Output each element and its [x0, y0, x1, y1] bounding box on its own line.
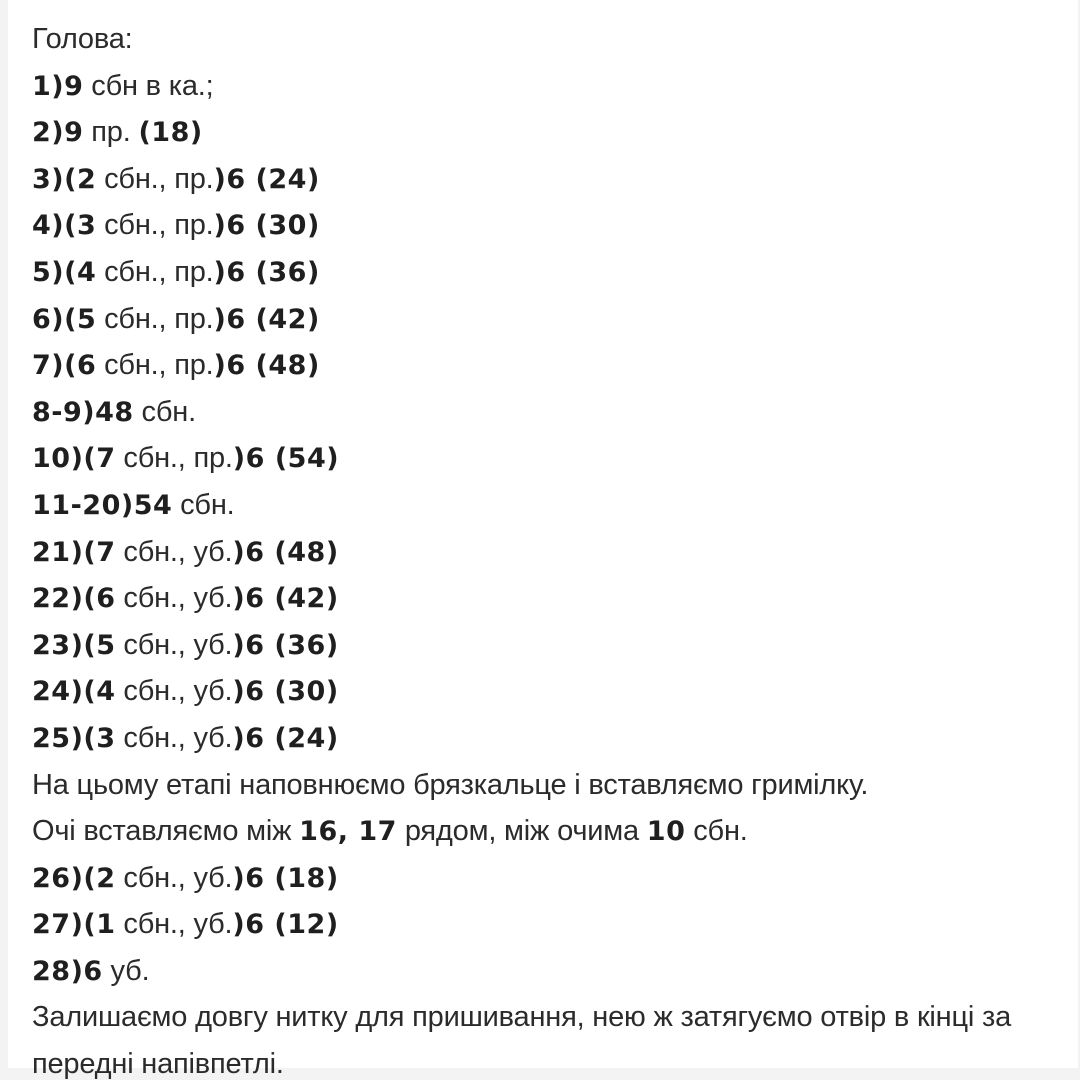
bold-segment: 28)6 [32, 955, 103, 987]
pattern-line [32, 575, 1062, 622]
text-segment: сбн. [133, 395, 196, 428]
text-segment: сбн., пр. [96, 302, 214, 335]
bold-segment: 2)9 [32, 117, 84, 149]
text-segment: сбн., уб. [115, 861, 233, 894]
text-segment: сбн., пр. [96, 255, 214, 288]
pattern-line [32, 715, 1062, 762]
pattern-card [8, 0, 1078, 1080]
pattern-line [32, 389, 1062, 436]
bold-segment: )6 (12) [232, 909, 339, 941]
pattern-line [32, 435, 1062, 482]
pattern-line [32, 808, 1062, 855]
pattern-line [32, 668, 1062, 715]
text-segment: На цьому етапі наповнюємо брязкальце і вставляємо гримілку. [32, 768, 869, 801]
pattern-line [32, 342, 1062, 389]
bold-segment: )6 (24) [213, 163, 320, 195]
text-segment: сбн., пр. [96, 162, 214, 195]
bold-segment: )6 (48) [232, 536, 339, 568]
bold-segment: 11-20)54 [32, 489, 173, 521]
bold-segment: 10)(7 [32, 443, 116, 475]
bold-segment: 26)(2 [32, 862, 116, 894]
bold-segment: )6 (42) [232, 583, 339, 615]
pattern-line [32, 296, 1062, 343]
bold-segment: 3)(2 [32, 163, 97, 195]
pattern-line [32, 855, 1062, 902]
text-segment: рядом, між очима [396, 815, 647, 848]
bold-segment: )6 (42) [213, 303, 320, 335]
bold-segment: 4)(3 [32, 210, 97, 242]
bold-segment: 10 [646, 816, 686, 848]
text-segment: Голова: [32, 23, 133, 55]
bold-segment: )6 (24) [232, 722, 339, 754]
text-segment: сбн., уб. [115, 675, 233, 708]
bold-segment: (18) [138, 117, 203, 149]
bold-segment: )6 (30) [232, 676, 339, 708]
pattern-line [32, 249, 1062, 296]
pattern-line [32, 156, 1062, 203]
pattern-line [32, 994, 1032, 1080]
pattern-line [32, 202, 1062, 249]
bold-segment: )6 (54) [232, 443, 340, 475]
text-segment: сбн., пр. [96, 349, 214, 382]
text-segment: сбн., уб. [115, 908, 233, 941]
text-segment: сбн в ка.; [83, 69, 214, 102]
pattern-line [32, 948, 1062, 995]
pattern-line [32, 63, 1062, 110]
bold-segment: )6 (18) [232, 862, 339, 894]
text-segment: сбн. [172, 488, 235, 521]
bold-segment: 23)(5 [32, 629, 116, 661]
bold-segment: 22)(6 [32, 583, 116, 615]
text-segment: сбн., уб. [115, 582, 233, 615]
pattern-line [32, 622, 1062, 669]
bold-segment: )6 (30) [213, 210, 320, 242]
text-segment: сбн., уб. [115, 628, 233, 661]
text-segment: сбн., пр. [96, 209, 214, 242]
text-segment: пр. [83, 116, 139, 149]
text-segment: сбн., уб. [115, 721, 233, 754]
bold-segment: )6 (36) [232, 629, 339, 661]
bold-segment: 6)(5 [32, 303, 97, 335]
bold-segment: )6 (36) [213, 256, 320, 288]
bold-segment: 5)(4 [32, 256, 97, 288]
text-segment: уб. [102, 954, 150, 987]
pattern-line [32, 109, 1062, 156]
bold-segment: 25)(3 [32, 722, 116, 754]
pattern-line [32, 762, 1062, 809]
bold-segment: 27)(1 [32, 909, 116, 941]
pattern-line [32, 901, 1062, 948]
pattern-line [32, 16, 1062, 63]
pattern-line [32, 529, 1062, 576]
bold-segment: 24)(4 [32, 676, 116, 708]
bold-segment: 8-9)48 [32, 396, 134, 428]
text-segment: сбн., пр. [115, 442, 233, 475]
bold-segment: 16, 17 [299, 816, 397, 848]
text-segment: сбн. [685, 815, 748, 848]
pattern-text [32, 16, 1062, 1080]
text-segment: Очі вставляємо між [32, 815, 300, 848]
bold-segment: )6 (48) [213, 350, 320, 382]
text-segment: сбн., уб. [115, 535, 233, 568]
pattern-line [32, 482, 1062, 529]
bold-segment: 7)(6 [32, 350, 97, 382]
bold-segment: 1)9 [32, 70, 84, 102]
bold-segment: 21)(7 [32, 536, 116, 568]
text-segment: Залишаємо довгу нитку для пришивання, нею ж затягуємо отвір в кінці за передні напівпетлі. [32, 1001, 1012, 1080]
